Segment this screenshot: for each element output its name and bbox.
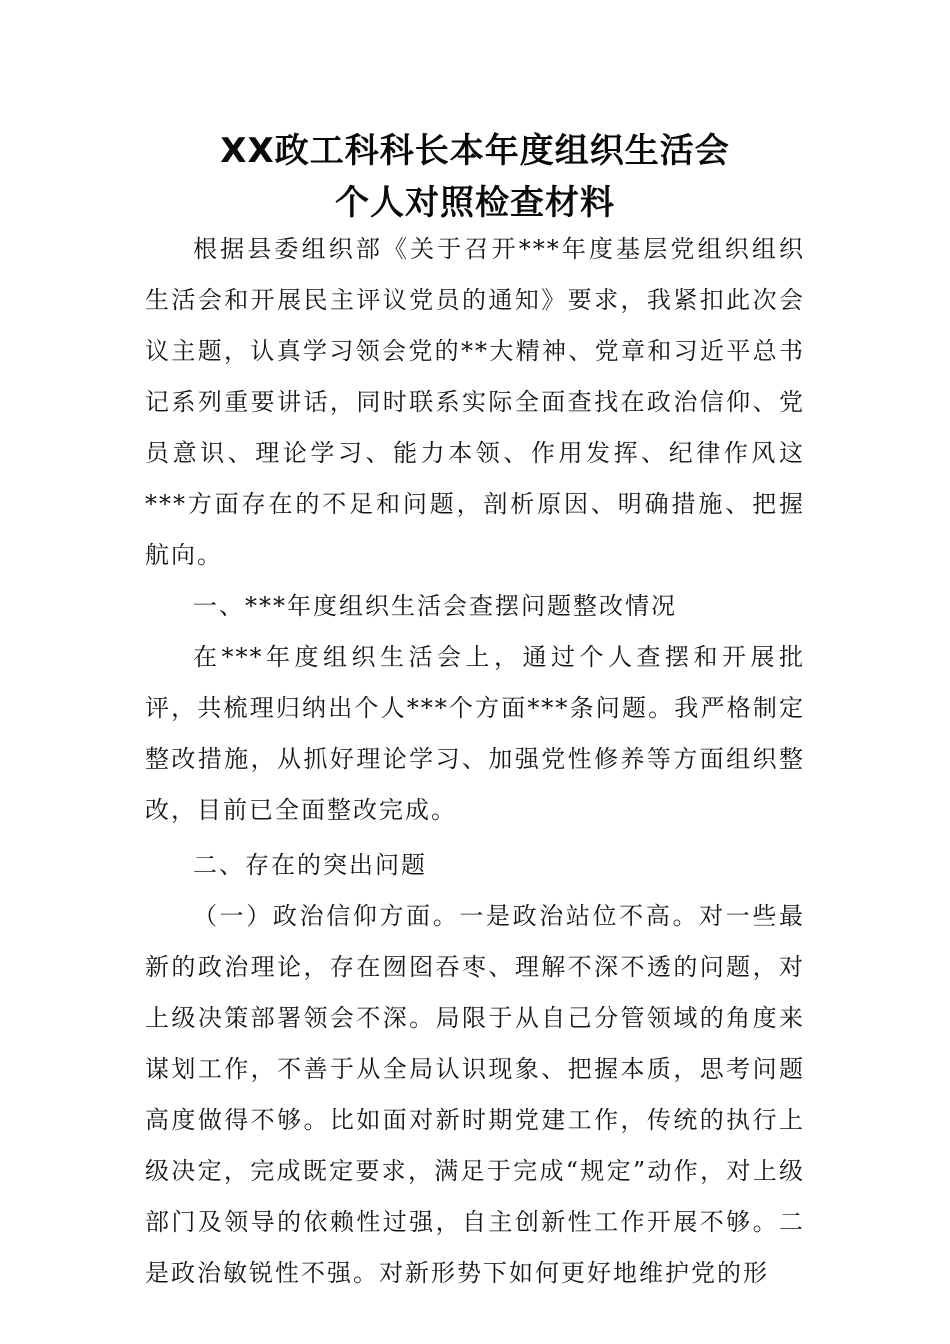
section1-heading: 一、***年度组织生活会查摆问题整改情况 [193, 592, 677, 620]
document-body [145, 224, 805, 1299]
section2-paragraph: （一）政治信仰方面。一是政治站位不高。对一些最新的政治理论，存在囫囵吞枣、理解不深不透的问题，对上级决策部署领会不深。局限于从自己分管领域的角度来谋划工作，不善于从全局认识现象、把握本质，思考问题高度做得不够。比如面对新时期党建工作，传统的执行上级决定，完成既定要求，满足于完成“规定”动作，对上级部门及领导的依赖性过强，自主创新性工作开展不够。二是政治敏锐性不强。对新形势下如何更好地维护党的形 [145, 902, 805, 1287]
intro-paragraph: 根据县委组织部《关于召开***年度基层党组织组织生活会和开展民主评议党员的通知》要求，我紧扣此次会议主题，认真学习领会党的**大精神、党章和习近平总书记系列重要讲话，同时联系实际全面查找在政治信仰、党员意识、理论学习、能力本领、作用发挥、纪律作风这***方面存在的不足和问题，剖析原因、明确措施、把握航向。 [145, 235, 805, 569]
section2-heading: 二、存在的突出问题 [193, 851, 427, 879]
section1-paragraph: 在***年度组织生活会上，通过个人查摆和开展批评，共梳理归纳出个人***个方面***条问题。我严格制定整改措施，从抓好理论学习、加强党性修养等方面组织整改，目前已全面整改完成。 [145, 643, 805, 824]
document-title-line2: 个人对照检查材料 [335, 183, 615, 223]
document-title-line1: XX政工科科长本年度组织生活会 [220, 131, 730, 171]
